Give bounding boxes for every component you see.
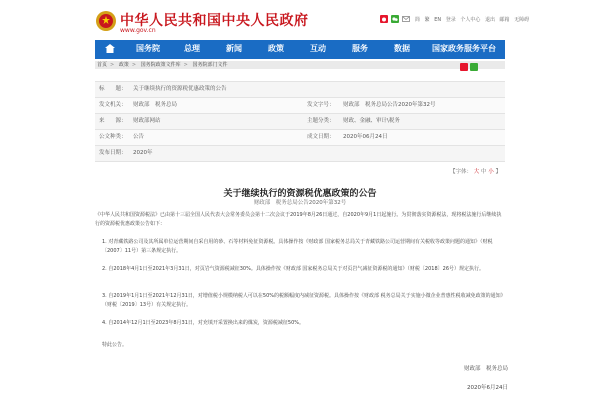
link-mailbox[interactable]: 邮箱 bbox=[499, 16, 510, 23]
meta-value: 公告 bbox=[133, 134, 145, 140]
link-simplified[interactable]: 简 bbox=[415, 16, 421, 23]
meta-value: 财政部 税务总局公告2020年第32号 bbox=[343, 102, 436, 108]
meta-value: 财政部网站 bbox=[133, 118, 161, 124]
meta-label: 发布日期： bbox=[99, 150, 127, 156]
site-url: www.gov.cn bbox=[120, 27, 156, 34]
link-accessibility[interactable]: 无障碍 bbox=[514, 16, 530, 23]
article-item-4: 4. 自2014年12月1日至2023年8月31日，对充填开采置换出来的煤炭，资源税减征50%。 bbox=[102, 320, 305, 326]
link-traditional[interactable]: 繁 bbox=[424, 16, 430, 23]
breadcrumb-dept-docs[interactable]: 国务院部门文件 bbox=[192, 62, 228, 68]
meta-row-type bbox=[95, 130, 505, 146]
article-item-1: 1. 对青藏铁路公司及其所属单位运营期间自采自用的砂、石等材料免征资源税。具体操作按《财政部 国家税务总局关于青藏铁路公司运营期间有关税收等政策问题的通知》（财税〔2007〕11号）第三条规定执行。 bbox=[102, 239, 493, 254]
site-header bbox=[0, 0, 600, 40]
nav-data[interactable]: 数据 bbox=[394, 44, 410, 53]
meta-value: 财政部 税务总局 bbox=[133, 102, 178, 108]
meta-label: 主题分类： bbox=[307, 118, 335, 124]
link-logout[interactable]: 退出 bbox=[484, 16, 495, 23]
meta-label: 公文种类： bbox=[99, 134, 127, 140]
breadcrumb-home[interactable]: 首页 bbox=[97, 62, 108, 68]
nav-news[interactable]: 新闻 bbox=[226, 44, 242, 53]
meta-label: 来 源： bbox=[99, 118, 127, 124]
breadcrumb-policy-library[interactable]: 国务院政策文件库 bbox=[140, 62, 181, 68]
font-size-large[interactable]: 大 bbox=[473, 169, 480, 175]
meta-value: 2020年 bbox=[133, 150, 153, 156]
nav-premier[interactable]: 总理 bbox=[184, 44, 200, 53]
meta-label: 发文机关： bbox=[99, 102, 127, 108]
meta-label: 发文字号： bbox=[307, 102, 335, 108]
nav-policy[interactable]: 政策 bbox=[268, 44, 284, 53]
font-size-medium[interactable]: 中 bbox=[481, 169, 487, 175]
document-meta-table bbox=[95, 81, 505, 162]
share-bar bbox=[460, 63, 478, 71]
font-size-small[interactable]: 小 bbox=[488, 169, 494, 175]
wechat-share-icon[interactable] bbox=[470, 63, 478, 71]
nav-gov-service-platform[interactable]: 国家政务服务平台 bbox=[432, 44, 496, 53]
article-item-2: 2. 自2018年4月1日至2021年3月31日，对页岩气资源税减征30%。具体操作按《财政部 国家税务总局关于对页岩气减征资源税的通知》（财税〔2018〕26号）规定执行。 bbox=[102, 266, 485, 272]
font-size-prefix: 【字体： bbox=[450, 169, 473, 175]
document-number: 财政部 税务总局公告2020年第32号 bbox=[253, 200, 347, 206]
meta-row-title bbox=[95, 82, 505, 98]
nav-state-council[interactable]: 国务院 bbox=[136, 44, 160, 53]
meta-value: 财政、金融、审计\税务 bbox=[343, 118, 400, 124]
link-english[interactable]: EN bbox=[434, 16, 442, 23]
breadcrumb: 首页 > 政策 > 国务院政策文件库 > 国务院部门文件 bbox=[95, 61, 505, 69]
article-intro: 《中华人民共和国资源税法》已由第十三届全国人民代表大会常务委员会第十二次会议于2019年8月26日通过，自2020年9月1日起施行。为贯彻落实资源税法，现将税法施行后继续执行的资源税优惠政策公告如下： bbox=[95, 212, 502, 227]
top-links bbox=[415, 16, 532, 23]
weibo-share-icon[interactable] bbox=[460, 63, 468, 71]
mail-icon[interactable] bbox=[402, 15, 410, 23]
signing-date: 2020年6月24日 bbox=[467, 385, 508, 391]
home-icon bbox=[105, 44, 115, 53]
national-emblem-icon[interactable] bbox=[95, 10, 117, 32]
meta-label: 成文日期： bbox=[307, 134, 335, 140]
font-size-suffix: 】 bbox=[495, 169, 502, 175]
nav-interaction[interactable]: 互动 bbox=[310, 44, 326, 53]
meta-row-source bbox=[95, 114, 505, 130]
link-personal-center[interactable]: 个人中心 bbox=[460, 16, 481, 23]
main-nav bbox=[95, 40, 505, 57]
font-size-tool bbox=[450, 167, 501, 175]
weibo-icon[interactable] bbox=[380, 15, 388, 23]
meta-row-publish-date bbox=[95, 146, 505, 162]
meta-value: 关于继续执行的资源税优惠政策的公告 bbox=[133, 86, 227, 92]
meta-row-issuer bbox=[95, 98, 505, 114]
article-item-3: 3. 自2019年1月1日至2021年12月31日，对增值税小规模纳税人可以在50%的税额幅度内减征资源税。具体操作按《财政部 税务总局关于实施小微企业普惠性税收减免政策的通知》（财税〔2019〕13号）有关规定执行。 bbox=[102, 293, 504, 308]
signing-organizations: 财政部 税务总局 bbox=[463, 366, 508, 372]
wechat-icon[interactable] bbox=[391, 15, 399, 23]
article-closing: 特此公告。 bbox=[102, 342, 128, 348]
meta-label: 标 题： bbox=[99, 86, 127, 92]
meta-value: 2020年06月24日 bbox=[343, 134, 388, 140]
site-title[interactable]: 中华人民共和国中央人民政府 bbox=[120, 13, 309, 29]
nav-underline bbox=[95, 57, 505, 59]
article-title: 关于继续执行的资源税优惠政策的公告 bbox=[223, 189, 377, 199]
breadcrumb-policy[interactable]: 政策 bbox=[118, 62, 129, 68]
top-toolbar bbox=[380, 15, 532, 23]
nav-home[interactable] bbox=[95, 40, 125, 57]
nav-service[interactable]: 服务 bbox=[352, 44, 368, 53]
link-login[interactable]: 登录 bbox=[445, 16, 456, 23]
